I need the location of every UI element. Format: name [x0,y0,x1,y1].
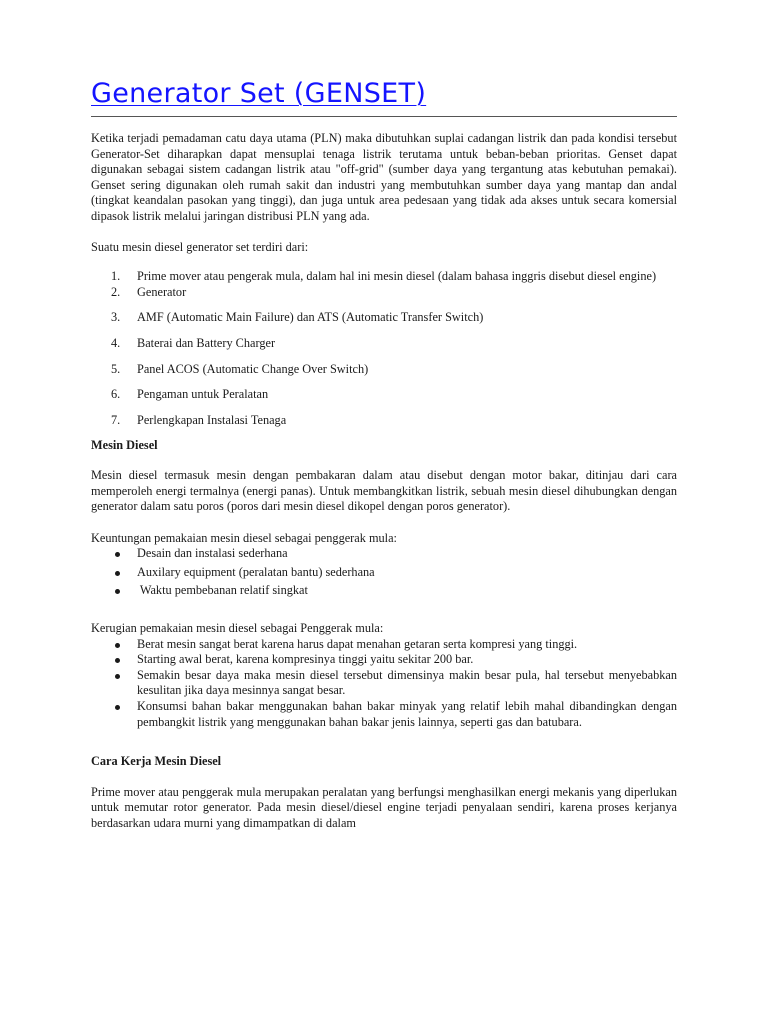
components-lead: Suatu mesin diesel generator set terdiri dari: [91,239,309,254]
section-heading-mesin-diesel: Mesin Diesel [91,438,158,453]
title-divider [91,116,677,117]
list-number: 3. [111,310,121,325]
list-number: 5. [111,361,121,376]
list-item-text: Desain dan instalasi sederhana [137,546,288,561]
list-number: 1. [111,269,121,284]
list-item-text: Konsumsi bahan bakar menggunakan bahan bakar minyak yang relatif lebih mahal dibandingkan dengan pembangkit listrik yang menggunakan bahan bakar jenis lainnya, seperti gas dan batubara. [137,699,677,729]
cara-kerja-paragraph: Prime mover atau penggerak mula merupakan peralatan yang berfungsi menghasilkan energi mekanis yang diperlukan untuk memutar rotor generator. Pada mesin diesel/diesel engine terjadi penyalaan sendiri, karena proses kerjanya berdasarkan udara murni yang dimampatkan di dalam [91,784,677,830]
bullet-icon [115,552,120,557]
page-title[interactable]: Generator Set (GENSET) [91,78,427,109]
list-item [91,583,677,599]
components-list [91,269,677,428]
bullet-icon [115,643,120,648]
intro-paragraph: Ketika terjadi pemadaman catu daya utama (PLN) maka dibutuhkan suplai cadangan listrik dan pada kondisi tersebut Generator-Set diharapkan dapat mensuplai tenaga listrik terutama untuk beban-beban prioritas. Genset dapat digunakan sebagai sistem cadangan listrik atau "off-grid" (sumber daya yang tergantung atas kebutuhan pemakai). Genset sering digunakan oleh rumah sakit dan industri yang membutuhkan sumber daya yang mantap dan andal (tingkat keandalan pasokan yang tinggi), dan juga untuk area pedesaan yang tidak ada akses untuk secara komersial dipasok listrik melalui jaringan distribusi PLN yang ada. [91,131,677,223]
bullet-icon [115,658,120,663]
mesin-diesel-paragraph: Mesin diesel termasuk mesin dengan pembakaran dalam atau disebut dengan motor bakar, ditinjau dari cara memperoleh energi termalnya (energi panas). Untuk membangkitkan listrik, sebuah mesin diesel dihubungkan dengan generator dalam satu poros (poros dari mesin diesel dikopel dengan poros generator). [91,467,677,514]
list-item [91,362,677,378]
list-item-text: AMF (Automatic Main Failure) dan ATS (Automatic Transfer Switch) [137,310,484,325]
list-item [91,413,677,429]
advantages-lead: Keuntungan pemakaian mesin diesel sebagai penggerak mula: [91,530,397,545]
bullet-icon [115,589,120,594]
bullet-icon [115,571,120,576]
list-item-text: Prime mover atau pengerak mula, dalam hal ini mesin diesel (dalam bahasa inggris disebut diesel engine) [137,269,657,284]
list-item [91,546,677,562]
list-item-text: Generator [137,284,187,299]
list-item [91,652,677,668]
list-item [91,565,677,581]
list-item-text: Baterai dan Battery Charger [137,335,276,350]
disadvantages-list [91,637,677,731]
list-number: 2. [111,284,121,299]
list-item-text: Semakin besar daya maka mesin diesel tersebut dimensinya makin besar pula, hal tersebut menyebabkan kesulitan jika daya mesinnya sangat besar. [137,667,677,698]
list-number: 7. [111,412,121,427]
list-item [91,668,677,699]
list-item-text: Perlengkapan Instalasi Tenaga [137,412,287,427]
section-heading-cara-kerja: Cara Kerja Mesin Diesel [91,754,222,769]
list-number: 4. [111,335,121,350]
bullet-icon [115,674,120,679]
list-item [91,269,677,285]
list-item [91,637,677,653]
list-item-text: Pengaman untuk Peralatan [137,387,269,402]
bullet-icon [115,705,120,710]
list-number: 6. [111,387,121,402]
list-item [91,310,677,326]
advantages-list [91,546,677,599]
list-item-text: Panel ACOS (Automatic Change Over Switch) [137,361,369,376]
document-page [91,78,677,832]
list-item [91,387,677,403]
list-item [91,285,677,301]
disadvantages-lead: Kerugian pemakaian mesin diesel sebagai Penggerak mula: [91,621,384,636]
list-item-text: Starting awal berat, karena kompresinya tinggi yaitu sekitar 200 bar. [137,652,474,667]
list-item-text: Auxilary equipment (peralatan bantu) sederhana [137,564,375,579]
list-item-text: Waktu pembebanan relatif singkat [137,583,308,598]
list-item [91,699,677,730]
list-item [91,336,677,352]
list-item-text: Berat mesin sangat berat karena harus dapat menahan getaran serta kompresi yang tinggi. [137,636,578,651]
